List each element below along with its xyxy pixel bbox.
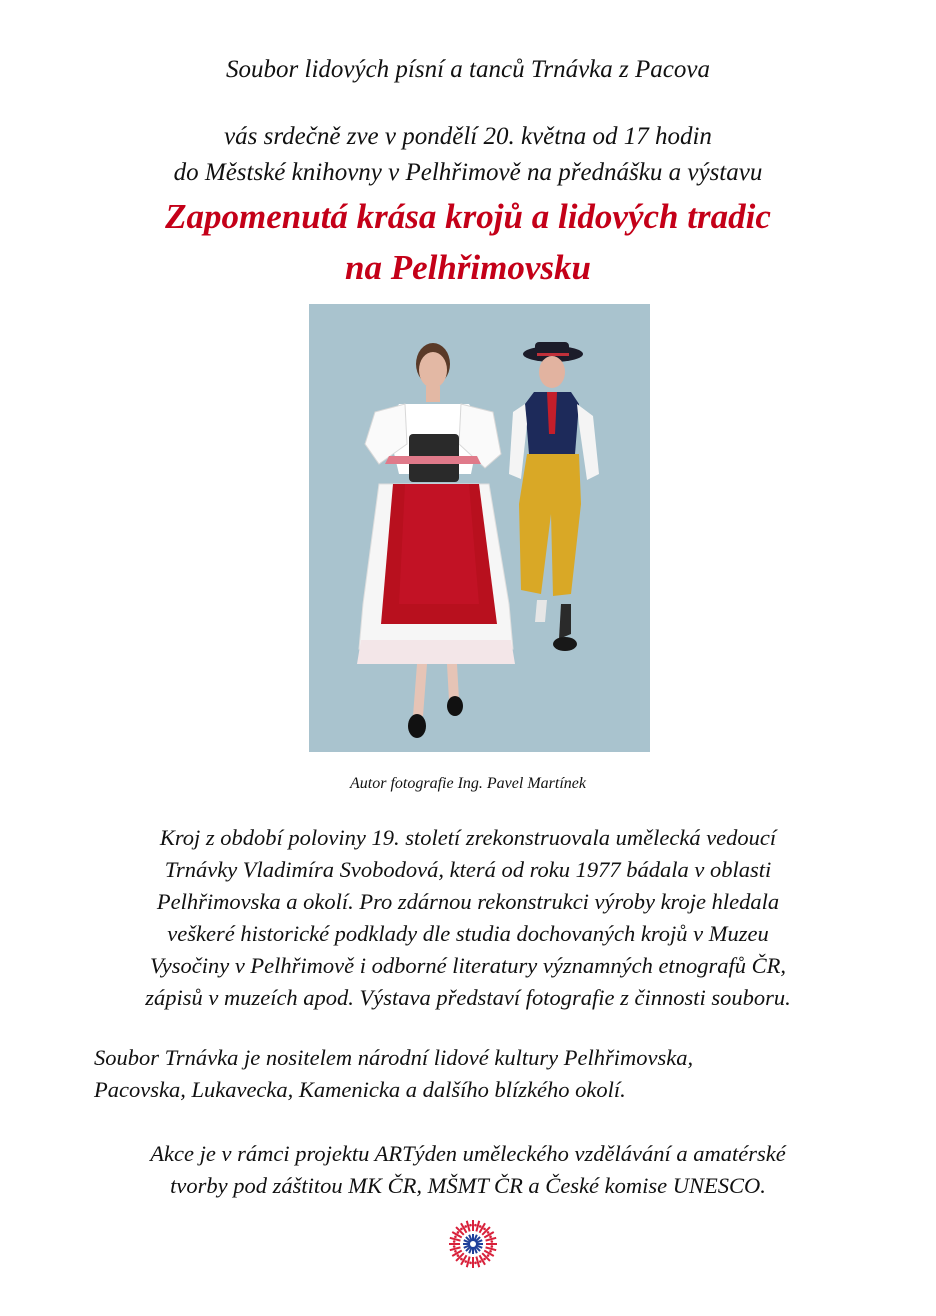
costume-photo: [309, 304, 650, 752]
paragraph-line: Kroj z období poloviny 19. století zrekonstruovala umělecká vedoucí: [159, 825, 777, 850]
event-title-line-1: Zapomenutá krása krojů a lidových tradic: [165, 197, 771, 236]
paragraph-line: Akce je v rámci projektu ARTýden uměleckého vzdělávání a amatérské: [150, 1141, 786, 1166]
paragraph-line: Trnávky Vladimíra Svobodová, která od roku 1977 bádala v oblasti: [164, 857, 772, 882]
costume-history-paragraph: [0, 822, 936, 1014]
invitation-line-2: do Městské knihovny v Pelhřimově na přednášku a výstavu: [173, 159, 763, 186]
paragraph-line: veškeré historické podklady dle studia dochovaných krojů v Muzeu: [167, 921, 769, 946]
paragraph-line: zápisů v muzeích apod. Výstava představí fotografie z činnosti souboru.: [145, 985, 791, 1010]
ensemble-paragraph: [94, 1042, 693, 1106]
paragraph-line: Pacovska, Lukavecka, Kamenicka a dalšího blízkého okolí.: [94, 1077, 626, 1102]
invitation-line-1: vás srdečně zve v pondělí 20. května od 17 hodin: [224, 123, 712, 150]
paragraph-line: tvorby pod záštitou MK ČR, MŠMT ČR a České komise UNESCO.: [170, 1173, 766, 1198]
paragraph-line: Pelhřimovska a okolí. Pro zdárnou rekonstrukci výroby kroje hledala: [156, 889, 780, 914]
paragraph-line: Vysočiny v Pelhřimově i odborné literatury významných etnografů ČR,: [150, 953, 786, 978]
ensemble-heading: Soubor lidových písní a tanců Trnávka z Pacova: [226, 56, 710, 83]
folk-ornament-logo: [447, 1218, 499, 1270]
event-title-line-2: na Pelhřimovsku: [344, 248, 591, 287]
photo-caption: Autor fotografie Ing. Pavel Martínek: [350, 775, 586, 792]
rosette-icon: [447, 1218, 499, 1270]
paragraph-line: Soubor Trnávka je nositelem národní lidové kultury Pelhřimovska,: [94, 1045, 694, 1070]
project-paragraph: [0, 1138, 936, 1202]
costume-mannequins-illustration: [309, 304, 650, 752]
